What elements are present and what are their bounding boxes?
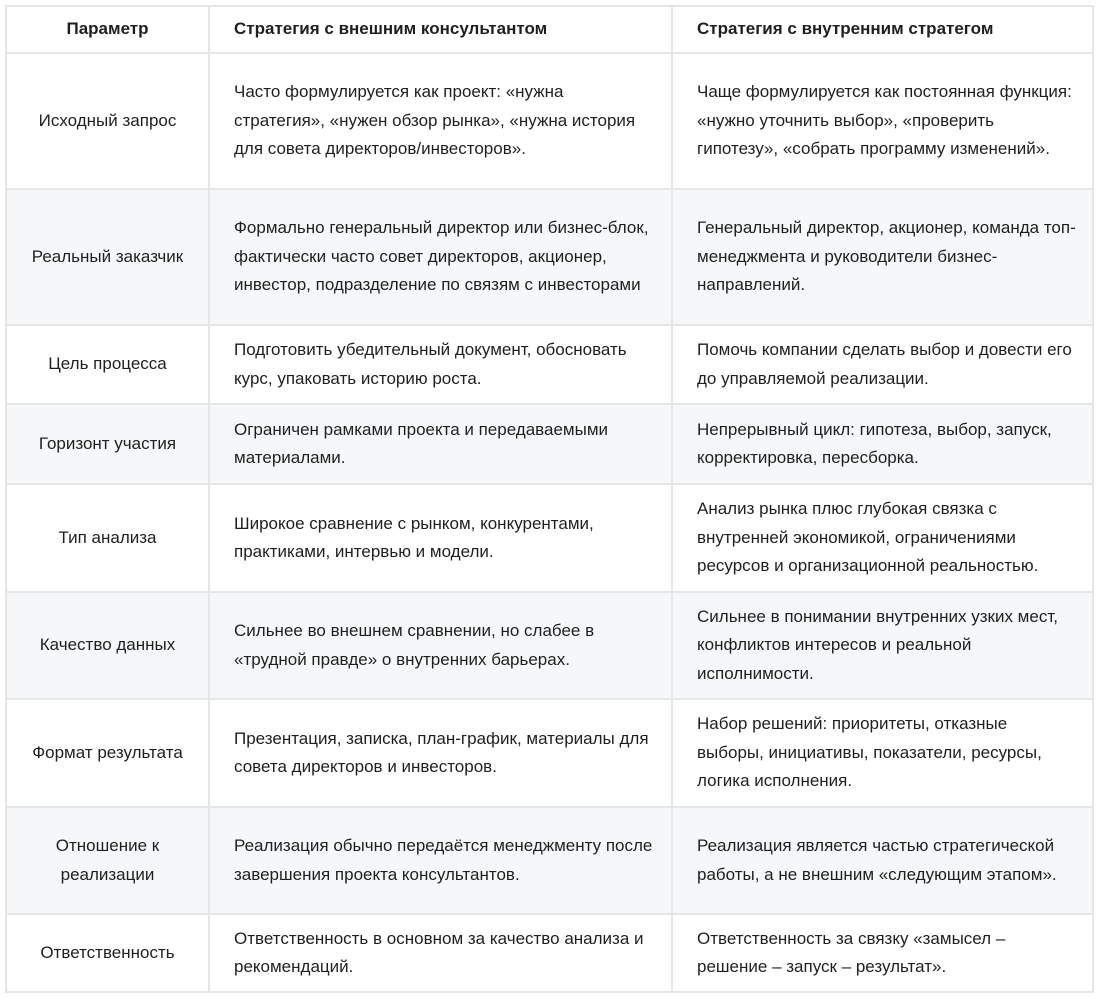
table-row [6, 592, 1093, 699]
external-cell: Ограничен рамками проекта и передаваемыми материалами. [209, 404, 672, 484]
internal-cell: Сильнее в понимании внутренних узких мест, конфликтов интересов и реальной исполнимости. [672, 592, 1093, 699]
table-row [6, 325, 1093, 404]
table-header-row [6, 6, 1093, 53]
internal-cell: Набор решений: приоритеты, отказные выборы, инициативы, показатели, ресурсы, логика исполнения. [672, 699, 1093, 807]
external-cell: Сильнее во внешнем сравнении, но слабее в «трудной правде» о внутренних барьерах. [209, 592, 672, 699]
header-internal-strategist: Стратегия с внутренним стратегом [672, 6, 1093, 53]
table-row [6, 914, 1093, 992]
internal-cell: Непрерывный цикл: гипотеза, выбор, запуск, корректировка, пересборка. [672, 404, 1093, 484]
table-row [6, 699, 1093, 807]
header-external-consultant: Стратегия с внешним консультантом [209, 6, 672, 53]
table-row [6, 189, 1093, 325]
internal-cell: Генеральный директор, акционер, команда топ-менеджмента и руководители бизнес-направлений. [672, 189, 1093, 325]
param-cell: Цель процесса [6, 325, 209, 404]
external-cell: Широкое сравнение с рынком, конкурентами, практиками, интервью и модели. [209, 484, 672, 592]
external-cell: Часто формулируется как проект: «нужна стратегия», «нужен обзор рынка», «нужна история для совета директоров/инвесторов». [209, 53, 672, 189]
internal-cell: Ответственность за связку «замысел – решение – запуск – результат». [672, 914, 1093, 992]
param-cell: Отношение к реализации [6, 807, 209, 914]
table-row [6, 53, 1093, 189]
internal-cell: Помочь компании сделать выбор и довести его до управляемой реализации. [672, 325, 1093, 404]
param-cell: Реальный заказчик [6, 189, 209, 325]
param-cell: Исходный запрос [6, 53, 209, 189]
external-cell: Подготовить убедительный документ, обосновать курс, упаковать историю роста. [209, 325, 672, 404]
external-cell: Реализация обычно передаётся менеджменту после завершения проекта консультантов. [209, 807, 672, 914]
internal-cell: Чаще формулируется как постоянная функция: «нужно уточнить выбор», «проверить гипотезу», «собрать программу изменений». [672, 53, 1093, 189]
internal-cell: Анализ рынка плюс глубокая связка с внутренней экономикой, ограничениями ресурсов и организационной реальностью. [672, 484, 1093, 592]
external-cell: Презентация, записка, план-график, материалы для совета директоров и инвесторов. [209, 699, 672, 807]
param-cell: Формат результата [6, 699, 209, 807]
table-row [6, 484, 1093, 592]
table-row [6, 404, 1093, 484]
param-cell: Тип анализа [6, 484, 209, 592]
param-cell: Ответственность [6, 914, 209, 992]
comparison-table-container [5, 5, 1092, 993]
param-cell: Горизонт участия [6, 404, 209, 484]
external-cell: Ответственность в основном за качество анализа и рекомендаций. [209, 914, 672, 992]
header-parameter: Параметр [6, 6, 209, 53]
internal-cell: Реализация является частью стратегической работы, а не внешним «следующим этапом». [672, 807, 1093, 914]
param-cell: Качество данных [6, 592, 209, 699]
table-row [6, 807, 1093, 914]
external-cell: Формально генеральный директор или бизнес-блок, фактически часто совет директоров, акционер, инвестор, подразделение по связям с инвесторами [209, 189, 672, 325]
strategy-comparison-table [5, 5, 1094, 993]
